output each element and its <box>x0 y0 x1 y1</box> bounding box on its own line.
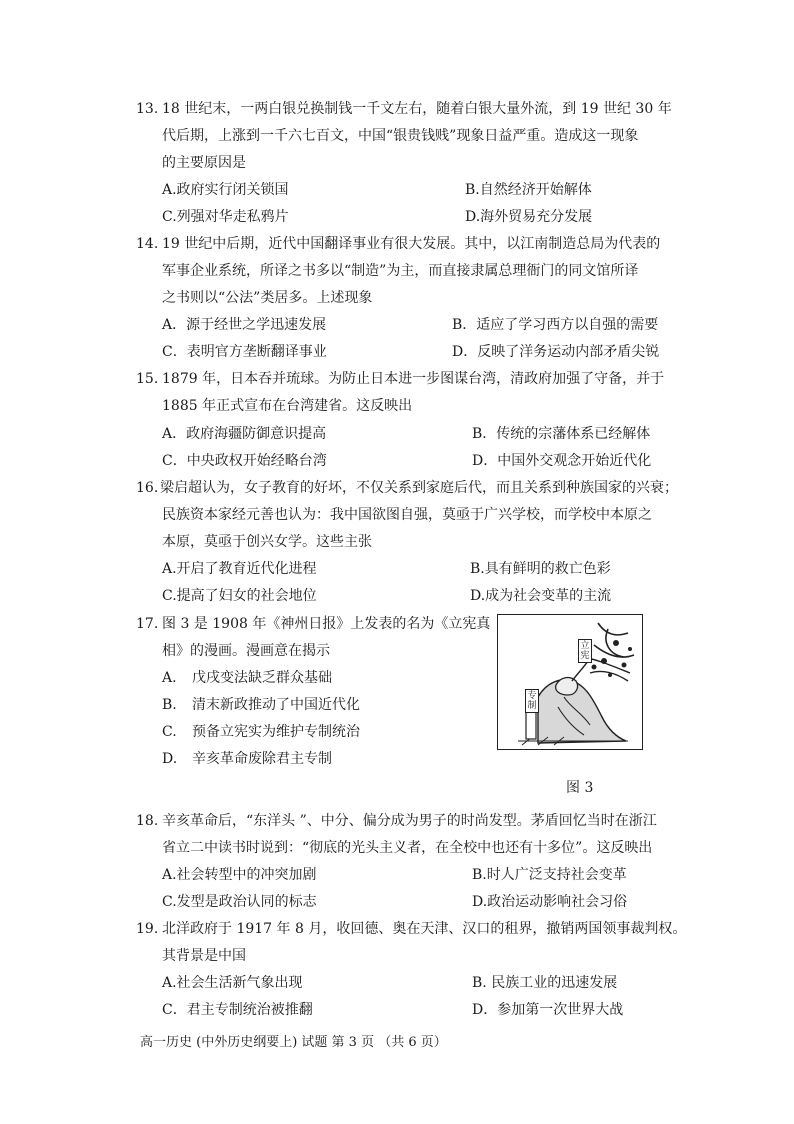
question-13-line-1: 18 世纪末，一两白银兑换制钱一千文左右，随着白银大量外流，到 19 世纪 30 年 <box>162 101 672 117</box>
question-19-option-d: D．参加第一次世界大战 <box>472 1002 624 1018</box>
question-18-option-b: B.时人广泛支持社会变革 <box>472 867 627 883</box>
question-13-option-c: C.列强对华走私鸦片 <box>162 209 289 225</box>
question-15-line-2: 1885 年正式宣布在台湾建省。这反映出 <box>162 398 413 414</box>
question-18-line-1: 辛亥革命后，“东洋头 ”、中分、偏分成为男子的时尚发型。茅盾回忆当时在浙江 <box>162 813 657 829</box>
question-17-option-c-text: 预备立宪实为维护专制统治 <box>192 724 360 740</box>
question-18-option-d: D.政治运动影响社会习俗 <box>472 894 628 910</box>
question-16-option-a: A.开启了教育近代化进程 <box>162 561 317 577</box>
question-15-option-a: A．政府海疆防御意识提高 <box>162 426 327 442</box>
question-13-option-b: B.自然经济开始解体 <box>465 182 592 198</box>
question-17-line-2: 相》的漫画。漫画意在揭示 <box>162 643 330 659</box>
question-14-line-3: 之书则以“公法”类居多。上述现象 <box>162 290 373 306</box>
question-16-line-3: 本原，莫亟于创兴女学。这些主张 <box>162 534 372 550</box>
question-14-option-b: B．适应了学习西方以自强的需要 <box>452 317 659 333</box>
figure-3-cartoon <box>497 614 643 750</box>
question-17-option-d-letter: D. <box>162 751 178 767</box>
question-14-option-d: D．反映了洋务运动内部矛盾尖锐 <box>452 344 660 360</box>
cartoon-drawing <box>498 615 642 749</box>
question-13-line-2: 代后期，上涨到一千六七百文，中国“银贵钱贱”现象日益严重。造成这一现象 <box>162 128 639 144</box>
question-16-line-2: 民族资本家经元善也认为：我中国欲图自强，莫亟于广兴学校，而学校中本原之 <box>162 507 652 523</box>
question-15-option-c: C．中央政权开始经略台湾 <box>162 453 327 469</box>
question-17-option-a-letter: A. <box>162 670 177 686</box>
question-17-number: 17. <box>136 616 159 632</box>
question-14-number: 14. <box>136 236 159 252</box>
question-13-option-d: D.海外贸易充分发展 <box>465 209 593 225</box>
question-14-option-c: C．表明官方垄断翻译事业 <box>162 344 327 360</box>
question-16-option-d: D.成为社会变革的主流 <box>470 588 612 604</box>
cartoon-label-top: 立宪 <box>578 639 592 663</box>
question-17-option-b-letter: B. <box>162 697 177 713</box>
question-13-line-3: 的主要原因是 <box>162 155 246 171</box>
question-17-option-d-text: 辛亥革命废除君主专制 <box>192 751 332 767</box>
question-18-line-2: 省立二中读书时说到：“彻底的光头主义者，在全校中也还有十多位”。这反映出 <box>162 840 653 856</box>
question-16-option-c: C.提高了妇女的社会地位 <box>162 588 317 604</box>
question-15-line-1: 1879 年，日本吞并琉球。为防止日本进一步图谋台湾，清政府加强了守备，并于 <box>162 371 665 387</box>
question-14-line-2: 军事企业系统，所译之书多以“制造”为主，而直接隶属总理衙门的同文馆所译 <box>162 263 639 279</box>
cartoon-label-bottom: 专制 <box>525 689 539 713</box>
question-14-option-a: A．源于经世之学迅速发展 <box>162 317 327 333</box>
question-16-line-1: 梁启超认为，女子教育的好坏，不仅关系到家庭后代，而且关系到种族国家的兴衰； <box>160 480 678 496</box>
question-18-option-c: C.发型是政治认同的标志 <box>162 894 317 910</box>
figure-3-caption: 图 3 <box>566 780 594 796</box>
question-14-line-1: 19 世纪中后期，近代中国翻译事业有很大发展。其中，以江南制造总局为代表的 <box>162 236 661 252</box>
question-15-option-b: B．传统的宗藩体系已经解体 <box>472 426 651 442</box>
question-19-option-b: B. 民族工业的迅速发展 <box>472 975 618 991</box>
question-15-number: 15. <box>136 371 159 387</box>
question-17-line-1: 图 3 是 1908 年《神州日报》上发表的名为《立宪真 <box>162 616 491 632</box>
question-13-option-a: A.政府实行闭关锁国 <box>162 182 289 198</box>
question-18-number: 18. <box>136 813 159 829</box>
question-18-option-a: A.社会转型中的冲突加剧 <box>162 867 317 883</box>
question-15-option-d: D．中国外交观念开始近代化 <box>472 453 652 469</box>
question-17-option-b-text: 清末新政推动了中国近代化 <box>192 697 360 713</box>
question-13-number: 13. <box>136 101 159 117</box>
question-17-option-a-text: 戊戌变法缺乏群众基础 <box>192 670 332 686</box>
question-19-number: 19. <box>136 921 159 937</box>
question-19-line-1: 北洋政府于 1917 年 8 月，收回德、奥在天津、汉口的租界，撤销两国领事裁判权。 <box>162 921 687 937</box>
question-19-line-2: 其背景是中国 <box>162 948 246 964</box>
question-17-option-c-letter: C. <box>162 724 177 740</box>
question-16-number: 16. <box>136 480 159 496</box>
question-16-option-b: B.具有鲜明的救亡色彩 <box>470 561 611 577</box>
question-19-option-a: A.社会生活新气象出现 <box>162 975 303 991</box>
question-19-option-c: C．君主专制统治被推翻 <box>162 1002 313 1018</box>
page-footer: 高一历史 (中外历史纲要上) 试题 第 3 页 （共 6 页） <box>140 1035 447 1050</box>
